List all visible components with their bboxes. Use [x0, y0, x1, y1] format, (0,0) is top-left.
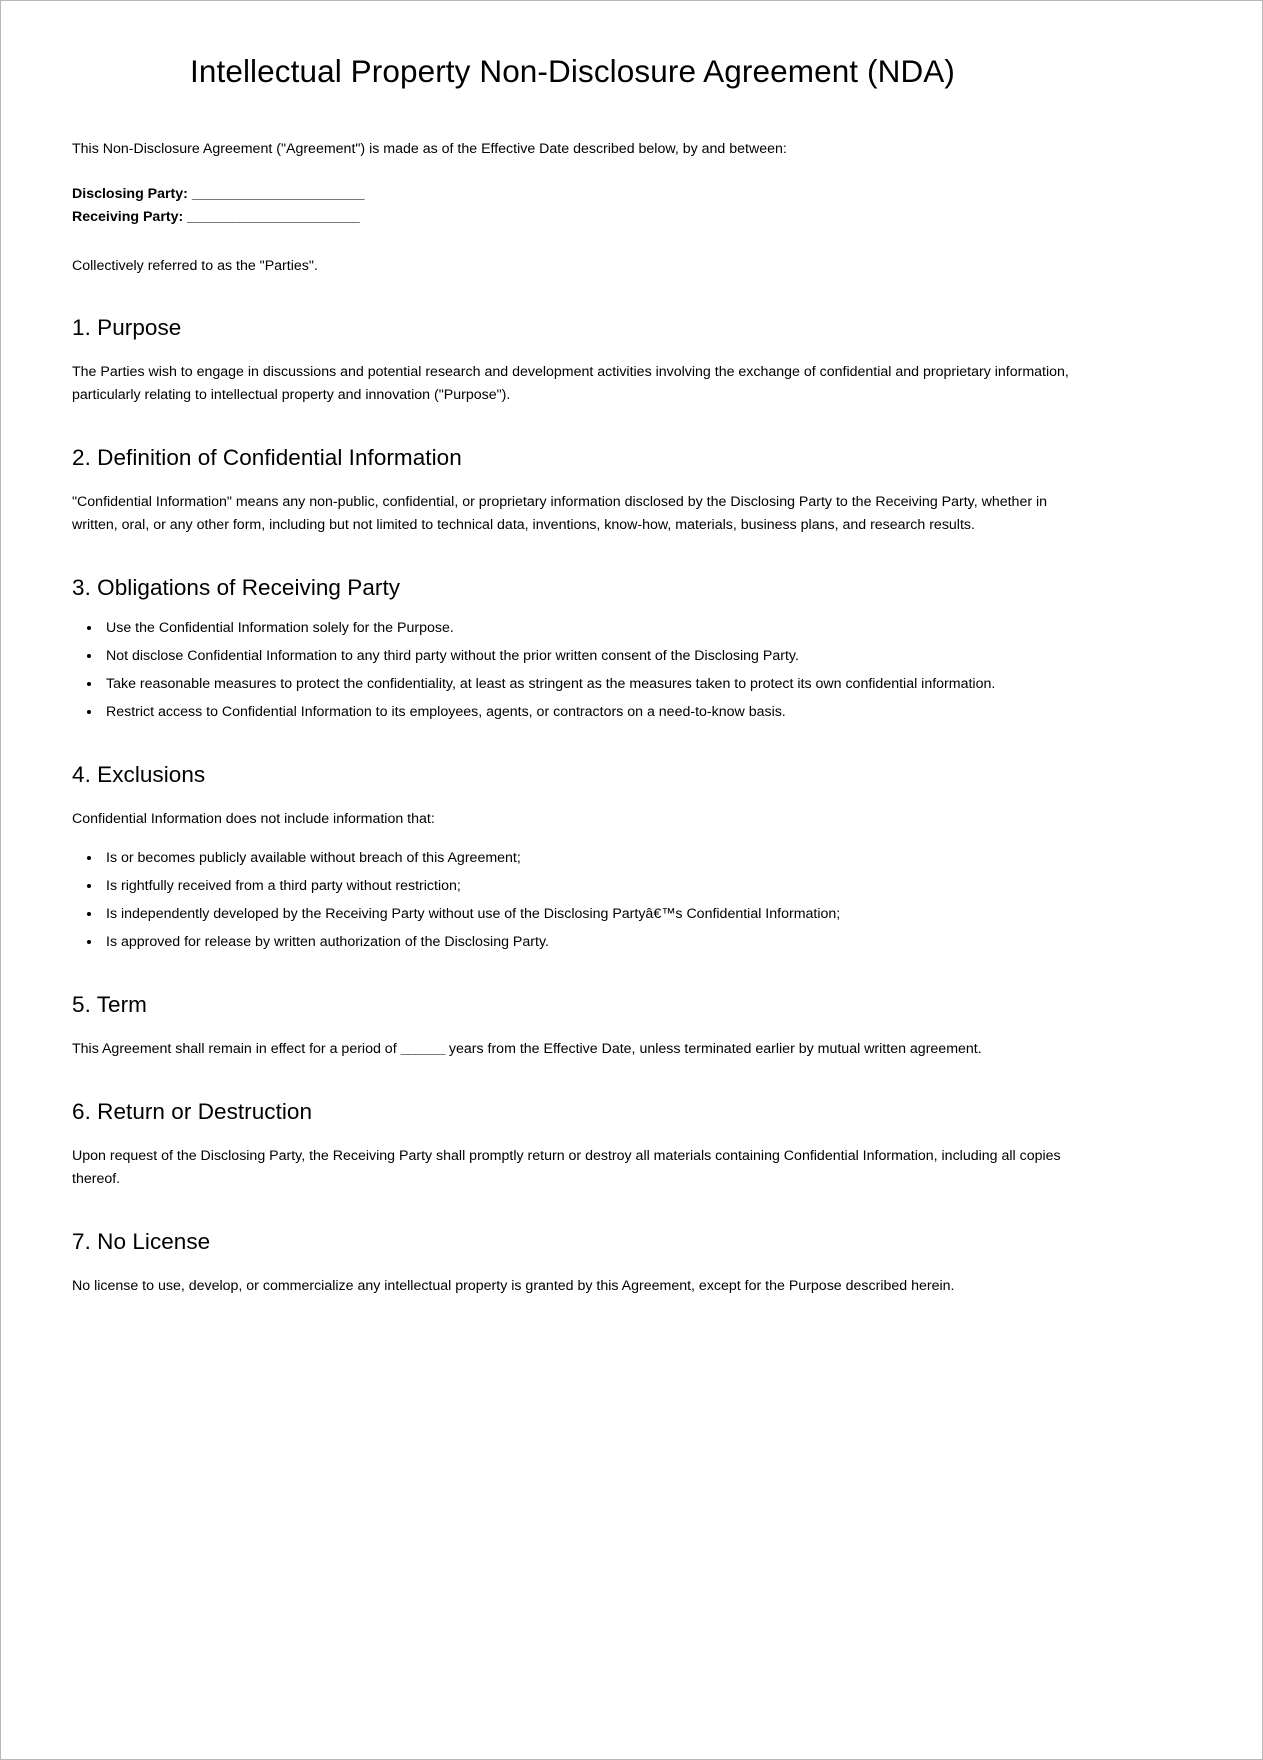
intro-paragraph: This Non-Disclosure Agreement ("Agreement") is made as of the Effective Date described below, by and between: — [72, 141, 787, 157]
section-heading-obligations: 3. Obligations of Receiving Party — [72, 575, 401, 600]
term-prefix-text: This Agreement shall remain in effect for a period of — [72, 1041, 401, 1057]
disclosing-party-blank[interactable]: _______________________ — [191, 186, 365, 202]
list-item: • Use the Confidential Information solely for the Purpose. — [102, 617, 1073, 645]
term-suffix-text: years from the Effective Date, unless terminated earlier by mutual written agreement. — [444, 1041, 982, 1057]
section-body-exclusions: Confidential Information does not include information that: — [72, 811, 435, 827]
receiving-party-line — [72, 206, 1073, 229]
section-heading-definition: 2. Definition of Confidential Information — [72, 445, 462, 470]
list-item: • Take reasonable measures to protect the confidentiality, at least as stringent as the measures taken to protect its own confidential information. — [102, 673, 1073, 701]
exclusions-list — [72, 831, 1073, 954]
section-body-return: Upon request of the Disclosing Party, the Receiving Party shall promptly return or destroy all materials containing Confidential Information, including all copies thereof. — [72, 1148, 1061, 1187]
term-years-blank[interactable]: ______ — [400, 1041, 445, 1057]
section-heading-return: 6. Return or Destruction — [72, 1099, 313, 1124]
document-body — [72, 1, 1073, 1298]
section-heading-no-license: 7. No License — [72, 1229, 211, 1254]
section-body-purpose: The Parties wish to engage in discussions and potential research and development activities involving the exchange of confidential and proprietary information, particularly relating to intellectual property and innovation ("Purpose"). — [72, 364, 1069, 403]
list-item: • Is independently developed by the Receiving Party without use of the Disclosing Partyâ€™s Confidential Information; — [102, 903, 1073, 931]
page-title: Intellectual Property Non-Disclosure Agreement (NDA) — [190, 53, 955, 89]
disclosing-party-line — [72, 183, 1073, 206]
section-heading-term: 5. Term — [72, 992, 147, 1017]
collective-reference: Collectively referred to as the "Parties". — [72, 258, 318, 274]
parties-block — [72, 160, 1073, 229]
list-item: • Is or becomes publicly available without breach of this Agreement; — [102, 847, 1073, 875]
obligations-list — [72, 601, 1073, 724]
section-body-definition: "Confidential Information" means any non-public, confidential, or proprietary information disclosed by the Disclosing Party to the Receiving Party, whether in written, oral, or any other form, including but not limited to technical data, inventions, know-how, materials, business plans, and research results. — [72, 494, 1048, 533]
list-item: • Is rightfully received from a third party without restriction; — [102, 875, 1073, 903]
section-heading-exclusions: 4. Exclusions — [72, 762, 206, 787]
receiving-party-blank[interactable]: _______________________ — [187, 209, 360, 225]
section-body-no-license: No license to use, develop, or commercialize any intellectual property is granted by this Agreement, except for the Purpose described herein. — [72, 1278, 955, 1294]
section-heading-purpose: 1. Purpose — [72, 315, 182, 340]
list-item: • Restrict access to Confidential Information to its employees, agents, or contractors on a need-to-know basis. — [102, 701, 1073, 724]
disclosing-party-label: Disclosing Party: — [72, 186, 188, 202]
list-item: • Is approved for release by written authorization of the Disclosing Party. — [102, 931, 1073, 954]
list-item: • Not disclose Confidential Information to any third party without the prior written consent of the Disclosing Party. — [102, 645, 1073, 673]
receiving-party-label: Receiving Party: — [72, 209, 184, 225]
section-body-term — [72, 1018, 1073, 1061]
